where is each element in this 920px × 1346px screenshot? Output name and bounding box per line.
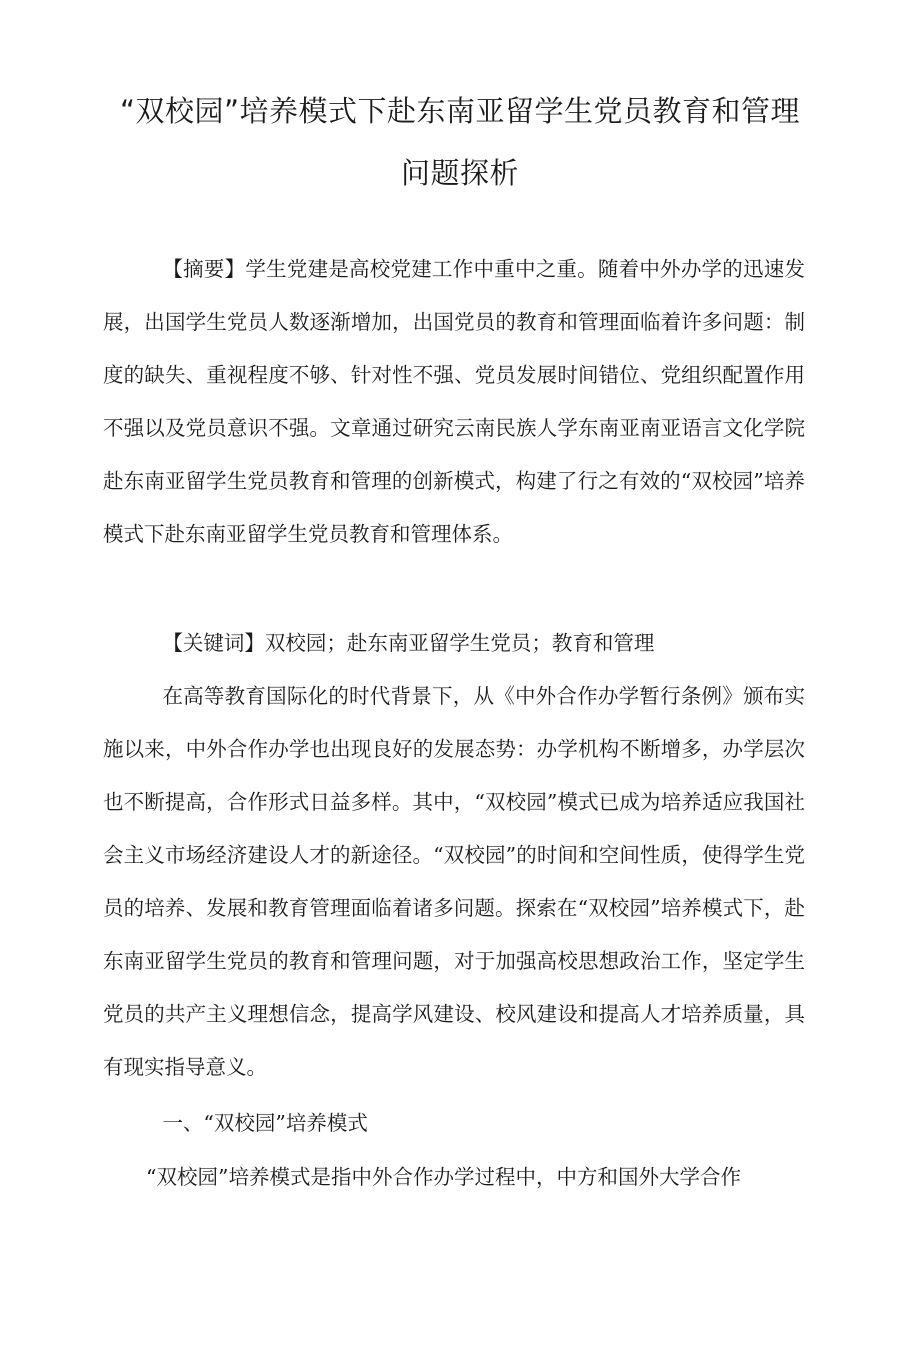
abstract-paragraph: 【摘要】学生党建是高校党建工作中重中之重。随着中外办学的迅速发展，出国学生党员人数逐渐增加，出国党员的教育和管理面临着许多问题：制度的缺失、重视程度不够、针对性不强、党员发展时间错位、党组织配置作用不强以及党员意识不强。文章通过研究云南民族人学东南亚南亚语言文化学院赴东南亚留学生党员教育和管理的创新模式，构建了行之有效的“双校园”培养模式下赴东南亚留学生党员教育和管理体系。: [103, 257, 805, 546]
document-title: “双校园”培养模式下赴东南亚留学生党员教育和管理问题探析: [119, 94, 801, 190]
section-1-paragraph: “双校园”培养模式是指中外合作办学过程中，中方和国外大学合作: [146, 1165, 742, 1189]
keywords-line: 【关键词】双校园；赴东南亚留学生党员；教育和管理: [162, 631, 655, 655]
section-heading-1: 一、“双校园”培养模式: [162, 1111, 368, 1135]
intro-paragraph: 在高等教育国际化的时代背景下，从《中外合作办学暂行条例》颁布实施以来，中外合作办学也出现良好的发展态势：办学机构不断增多，办学层次也不断提高，合作形式日益多样。其中，“双校园”模式已成为培养适应我国社会主义市场经济建设人才的新途径。“双校园”的时间和空间性质，使得学生党员的培养、发展和教育管理面临着诸多问题。探索在“双校园”培养模式下，赴东南亚留学生党员的教育和管理问题，对于加强高校思想政治工作，坚定学生党员的共产主义理想信念，提高学风建设、校风建设和提高人才培养质量，具有现实指导意义。: [103, 684, 805, 1079]
